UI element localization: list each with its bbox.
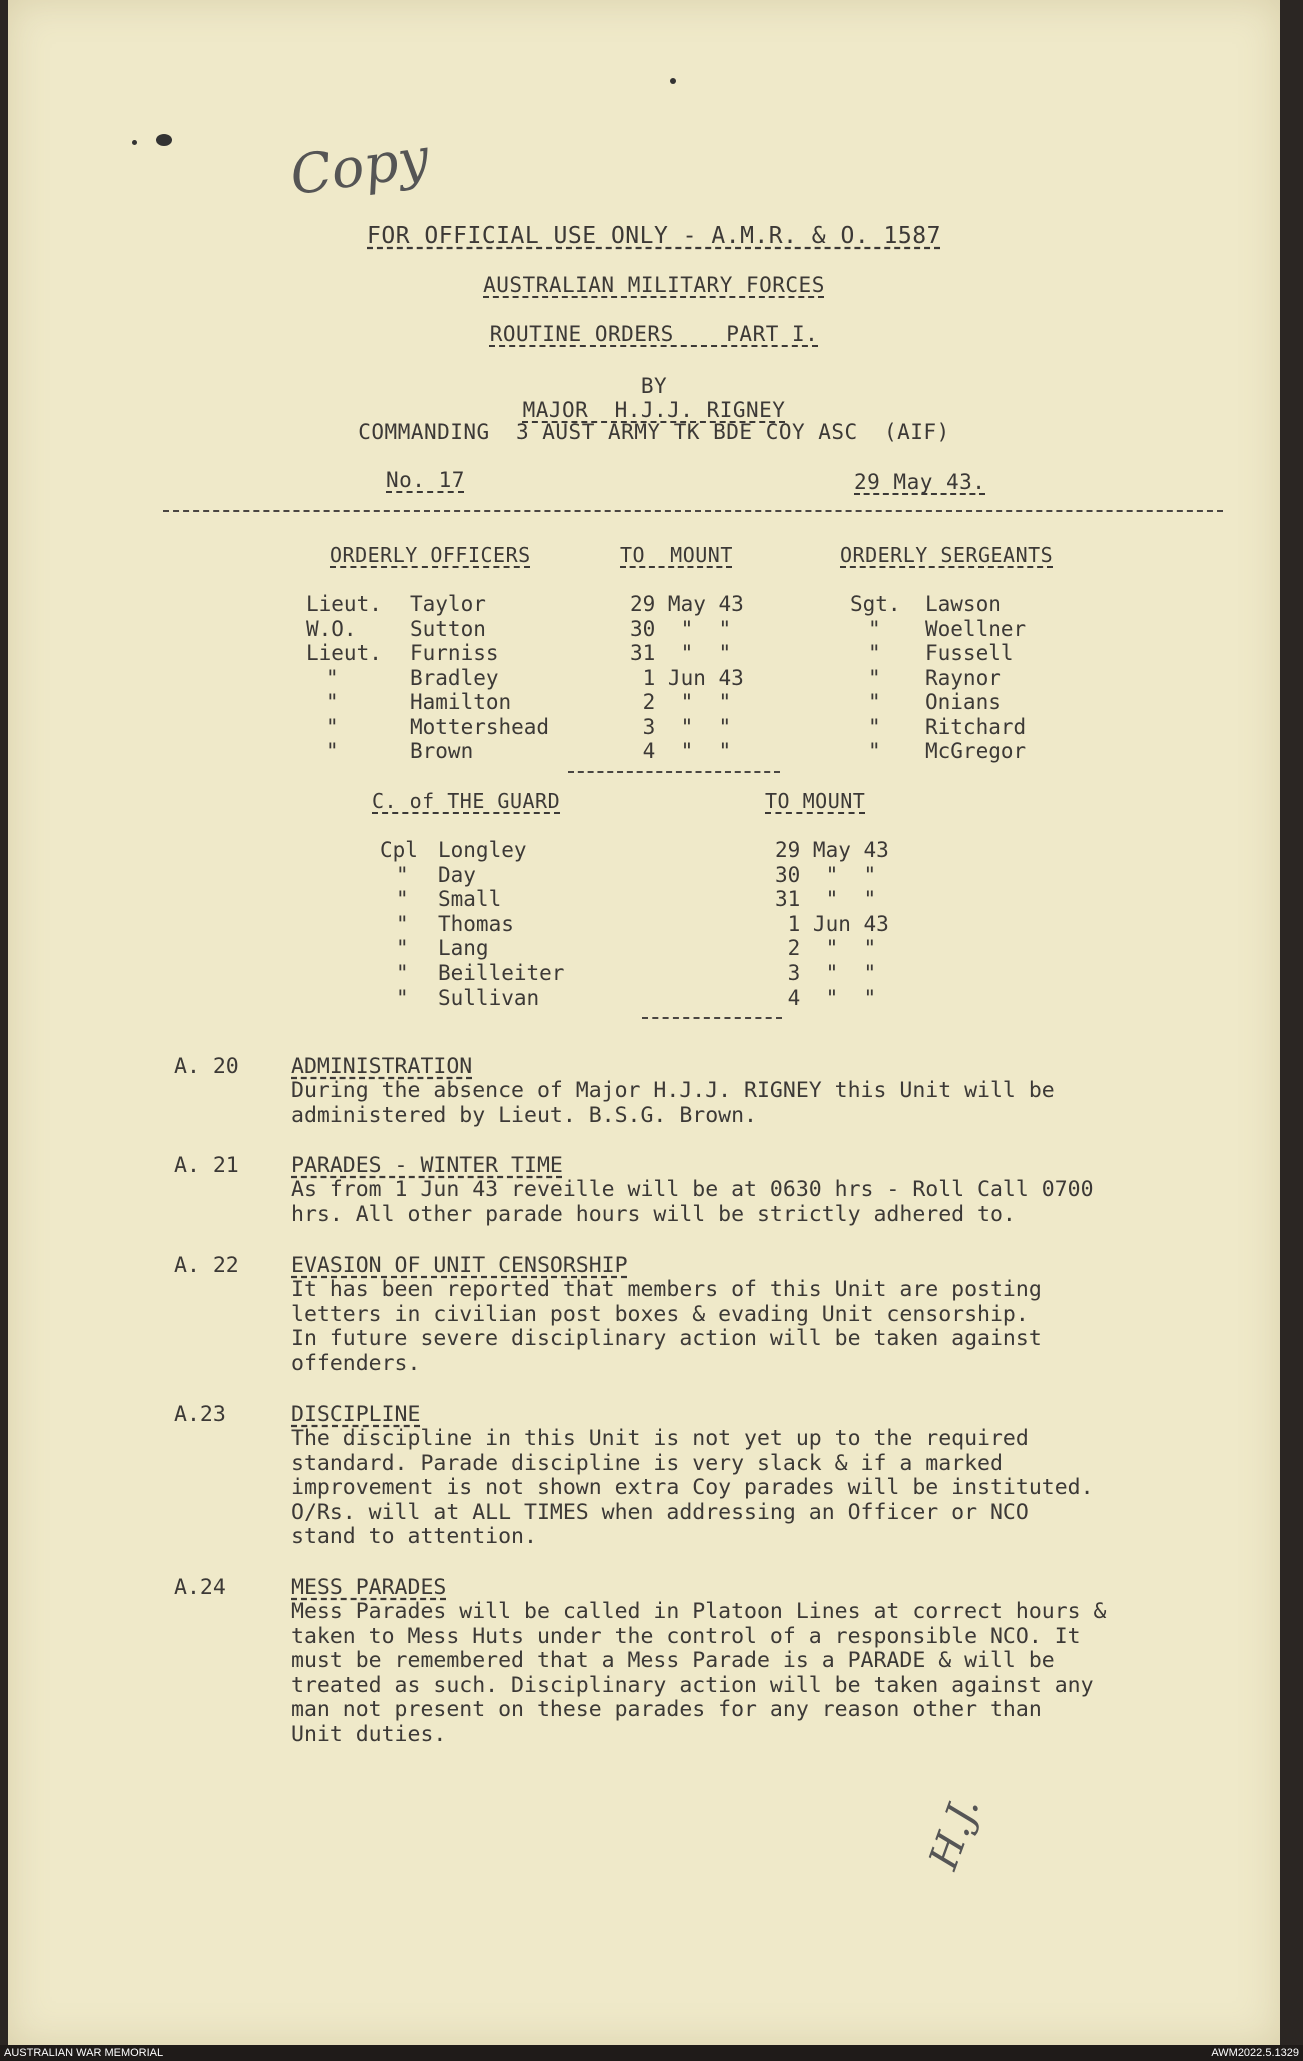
guard-rank: ": [396, 911, 409, 936]
order-title: MESS PARADES: [291, 1575, 447, 1600]
sergeant-rank: ": [868, 714, 881, 739]
mount-date: 29 May 43: [630, 592, 744, 616]
header-line3: ROUTINE ORDERS PART I.: [489, 322, 819, 346]
order-text: Mess Parades will be called in Platoon Lines at correct hours & taken to Mess Huts under the control of a responsible NCO. It must be remembered that a Mess Parade is a PARADE & will be treated as such. Disciplinary action will be taken against any man not present on these parades for any reason other than Unit duties.: [291, 1599, 1107, 1747]
order-number: No. 17: [386, 468, 465, 492]
guard-mount-date: 3 " ": [775, 961, 877, 985]
ink-blot: [156, 134, 172, 146]
header-line1: FOR OFFICIAL USE ONLY - A.M.R. & O. 1587: [367, 223, 941, 249]
officer-rank: ": [326, 739, 339, 763]
order-number: A. 20: [174, 1054, 239, 1079]
sergeant-rank: ": [868, 690, 881, 714]
mount-date: 30 " ": [630, 616, 732, 641]
guard-rank: Cpl: [380, 838, 418, 862]
guard-name: Longley: [438, 838, 527, 862]
guard-mount-date: 2 " ": [775, 936, 877, 961]
order-number: A.24: [174, 1575, 226, 1600]
header-line4: BY: [640, 374, 668, 398]
guard-rank: ": [396, 887, 409, 912]
guard-name: Day: [438, 862, 476, 887]
guard-mount-date: 29 May 43: [775, 838, 889, 862]
mount-date: 2 " ": [630, 690, 732, 714]
sergeant-rank: ": [868, 739, 881, 763]
sergeant-name: McGregor: [925, 739, 1027, 763]
sergeant-name: Woellner: [925, 616, 1027, 641]
sergeant-rank: ": [868, 641, 881, 665]
mount-date: 31 " ": [630, 641, 732, 665]
order-title: EVASION OF UNIT CENSORSHIP: [291, 1253, 628, 1278]
header-line5: MAJOR H.J.J. RIGNEY: [522, 398, 786, 422]
order-title: ADMINISTRATION: [291, 1054, 473, 1079]
order-title: DISCIPLINE: [291, 1402, 421, 1427]
guard-mount-date: 30 " ": [775, 862, 877, 887]
sergeant-name: Lawson: [925, 592, 1001, 616]
guard-rank: ": [396, 936, 409, 961]
mount-date: 1 Jun 43: [630, 665, 744, 690]
header-line6: COMMANDING 3 AUST ARMY TK BDE COY ASC (AIF): [358, 420, 950, 444]
order-text: The discipline in this Unit is not yet up to the required standard. Parade discipline is very slack & if a marked improvement is not shown extra Coy parades will be instituted. O/Rs. will at ALL TIMES when addressing an Officer or NCO stand to attention.: [291, 1426, 1094, 1549]
guard-name: Sullivan: [438, 985, 540, 1010]
guard-name: Beilleiter: [438, 961, 565, 985]
guard-name: Thomas: [438, 911, 514, 936]
order-text: During the absence of Major H.J.J. RIGNEY this Unit will be administered by Lieut. B.S.G. Brown.: [291, 1078, 1055, 1128]
to-mount-header: TO MOUNT: [620, 543, 733, 567]
sergeant-rank: ": [868, 616, 881, 641]
footer-reference: AWM2022.5.1329: [1211, 2047, 1299, 2059]
order-date: 29 May 43.: [854, 470, 986, 494]
footer-source: AUSTRALIAN WAR MEMORIAL: [4, 2047, 164, 2059]
guard-rank: ": [396, 985, 409, 1010]
sergeant-rank: ": [868, 665, 881, 690]
sergeant-name: Ritchard: [925, 714, 1027, 739]
orderly-sergeants-header: ORDERLY SERGEANTS: [840, 543, 1054, 567]
officer-name: Hamilton: [410, 690, 512, 714]
officer-name: Brown: [410, 739, 474, 763]
order-text: It has been reported that members of this Unit are posting letters in civilian post boxes & evading Unit censorship. In future severe disciplinary action will be taken against offenders.: [291, 1277, 1042, 1376]
guard-mount-date: 4 " ": [775, 985, 877, 1010]
header-line2: AUSTRALIAN MILITARY FORCES: [483, 273, 825, 297]
guard-name: Small: [438, 887, 502, 912]
order-number: A. 21: [174, 1153, 239, 1178]
sergeant-rank: Sgt.: [850, 592, 901, 616]
ink-blot: [132, 140, 137, 145]
orderly-officers-header: ORDERLY OFFICERS: [330, 543, 531, 567]
officer-name: Taylor: [410, 592, 486, 616]
guard-divider: [642, 1017, 782, 1019]
officer-name: Mottershead: [410, 714, 550, 739]
orderly-divider: [568, 771, 780, 773]
officer-rank: Lieut.: [306, 641, 382, 665]
officer-name: Sutton: [410, 616, 486, 641]
order-title: PARADES - WINTER TIME: [291, 1153, 563, 1178]
mount-date: 3 " ": [630, 714, 732, 739]
sergeant-name: Onians: [925, 690, 1001, 714]
officer-rank: W.O.: [306, 616, 357, 641]
guard-to-mount-header: TO MOUNT: [765, 789, 866, 813]
order-number: A.23: [174, 1402, 226, 1427]
sergeant-name: Raynor: [925, 665, 1001, 690]
footer: [0, 2045, 1303, 2061]
officer-rank: ": [326, 714, 339, 739]
guard-header: C. of THE GUARD: [372, 789, 561, 813]
guard-mount-date: 31 " ": [775, 887, 877, 912]
mount-date: 4 " ": [630, 739, 732, 763]
sergeant-name: Fussell: [925, 641, 1014, 665]
ink-blot: [670, 78, 676, 84]
officer-name: Bradley: [410, 665, 499, 690]
order-text: As from 1 Jun 43 reveille will be at 0630 hrs - Roll Call 0700 hrs. All other parade hours will be strictly adhered to.: [291, 1177, 1094, 1227]
guard-rank: ": [396, 961, 409, 985]
guard-name: Lang: [438, 936, 489, 961]
document-page: [8, 0, 1280, 2045]
officer-rank: ": [326, 690, 339, 714]
header-divider: [163, 510, 1223, 512]
signature: H.J.: [920, 1790, 989, 1876]
officer-rank: Lieut.: [306, 592, 382, 616]
margin-note: Copy: [286, 125, 433, 208]
guard-rank: ": [396, 862, 409, 887]
order-number: A. 22: [174, 1253, 239, 1278]
officer-name: Furniss: [410, 641, 499, 665]
guard-mount-date: 1 Jun 43: [775, 911, 889, 936]
officer-rank: ": [326, 665, 339, 690]
